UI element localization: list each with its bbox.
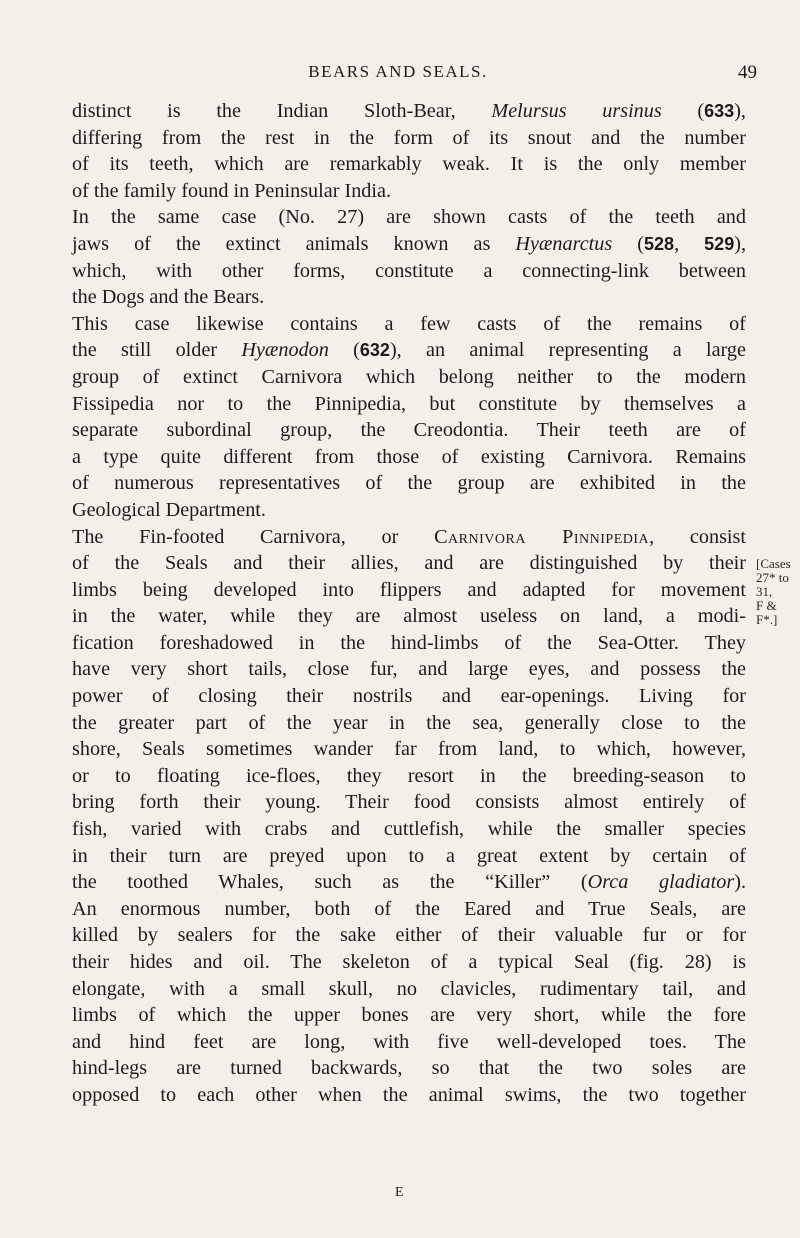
text-line: a type quite different from those of existing Carnivora. Remains (72, 445, 746, 468)
text-line: limbs being developed into flippers and adapted for movement (72, 578, 746, 601)
text-line: hind-legs are turned backwards, so that the two soles are (72, 1057, 746, 1080)
margin-note-line: F & F*.] (756, 598, 778, 627)
text-line: elongate, with a small skull, no clavicles, rudimentary tail, and (72, 977, 746, 1000)
text-line: of numerous representatives of the group are exhibited in the (72, 472, 746, 495)
text-line: Geological Department. (72, 498, 266, 521)
text-line: fication foreshadowed in the hind-limbs of the Sea-Otter. They (72, 631, 746, 654)
running-title: BEARS AND SEALS. (308, 62, 488, 81)
text-line: of its teeth, which are remarkably weak. It is the only member (72, 153, 746, 176)
signature-mark: E (395, 1185, 405, 1200)
text-line: the still older Hyænodon (632), an animal representing a large (72, 339, 746, 362)
margin-note-line: 27* to 31, (756, 570, 789, 599)
text-line: bring forth their young. Their food consists almost entirely of (72, 791, 746, 814)
text-line: opposed to each other when the animal swims, the two together (72, 1083, 746, 1106)
text-line: their hides and oil. The skeleton of a typical Seal (fig. 28) is (72, 951, 746, 973)
text-line: In the same case (No. 27) are shown casts of the teeth and (72, 206, 746, 229)
text-line: Fissipedia nor to the Pinnipedia, but constitute by themselves a (72, 392, 746, 415)
text-line: differing from the rest in the form of its snout and the number (72, 126, 746, 149)
paragraph-hyaenodon (52, 311, 746, 524)
text-line: of the Seals and their allies, and are distinguished by their (72, 552, 746, 575)
text-line: have very short tails, close fur, and large eyes, and possess the (72, 658, 746, 681)
text-line: the toothed Whales, such as the “Killer” (Orca gladiator). (72, 871, 746, 894)
text-line: limbs of which the upper bones are very short, while the fore (72, 1004, 746, 1027)
text-line: in their turn are preyed upon to a great extent by certain of (72, 844, 746, 867)
text-line: the greater part of the year in the sea, generally close to the (72, 711, 746, 734)
margin-note-line: [Cases (756, 556, 791, 571)
paragraph-sloth-bear (52, 98, 746, 204)
text-line: killed by sealers for the sake either of their valuable fur or for (72, 924, 746, 947)
text-line: in the water, while they are almost useless on land, a modi- (72, 605, 746, 628)
text-line: This case likewise contains a few casts of the remains of (72, 312, 746, 335)
margin-note-cases (756, 557, 800, 627)
text-line: of the family found in Peninsular India. (72, 179, 392, 202)
paragraph-hyaenarctus (52, 204, 746, 310)
page-header (0, 62, 800, 90)
text-line: separate subordinal group, the Creodontia. Their teeth are of (72, 419, 746, 442)
text-line: or to floating ice-floes, they resort in the breeding-season to (72, 764, 746, 787)
page-number: 49 (738, 62, 757, 83)
text-line: group of extinct Carnivora which belong neither to the modern (72, 365, 746, 388)
text-line: which, with other forms, constitute a connecting-link between (72, 259, 746, 282)
text-line: An enormous number, both of the Eared and True Seals, are (72, 897, 746, 920)
text-line: jaws of the extinct animals known as Hyænarctus (528, 529), (72, 232, 746, 255)
text-line: distinct is the Indian Sloth-Bear, Melursus ursinus (633), (72, 100, 746, 122)
paragraph-pinnipedia (52, 524, 746, 1109)
text-line: power of closing their nostrils and ear-openings. Living for (72, 685, 746, 708)
text-line: The Fin-footed Carnivora, or Carnivora Pinnipedia, consist (72, 525, 746, 548)
text-line: fish, varied with crabs and cuttlefish, while the smaller species (72, 818, 746, 841)
text-line: and hind feet are long, with five well-developed toes. The (72, 1030, 746, 1053)
text-line: shore, Seals sometimes wander far from land, to which, however, (72, 738, 746, 761)
body-text (52, 98, 746, 1109)
text-line: the Dogs and the Bears. (72, 286, 265, 309)
